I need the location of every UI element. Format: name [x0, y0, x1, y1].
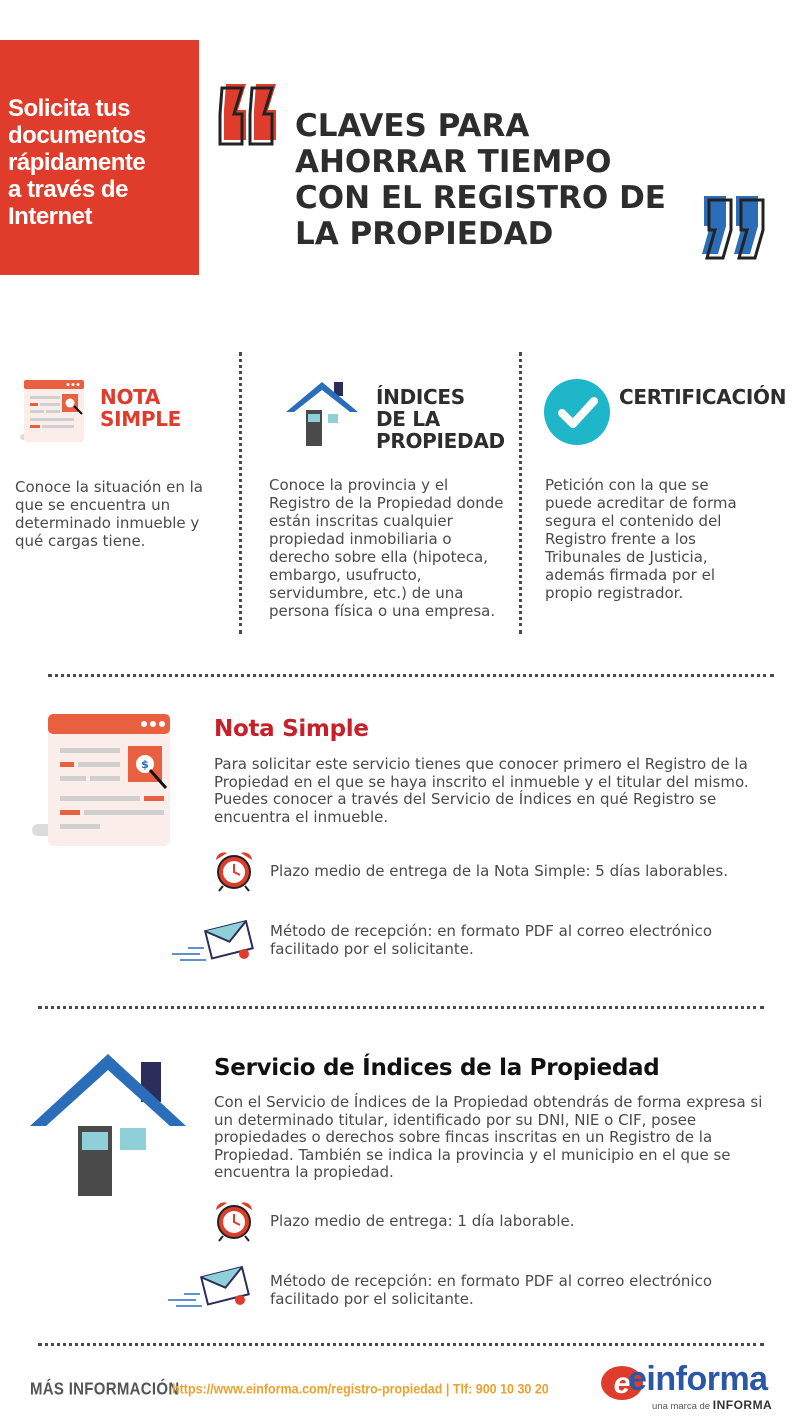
- main-title: CLAVES PARA AHORRAR TIEMPO CON EL REGISTRO DE LA PROPIEDAD: [295, 108, 666, 252]
- svg-text:e: e: [613, 1367, 631, 1400]
- column-indices-text: Conoce la provincia y el Registro de la Propiedad donde están inscritas cualquier propiedad inmobiliaria o derecho sobre ella (hipoteca, embargo, usufructo, servidumbre, etc.) de una persona física o una empresa.: [269, 476, 504, 620]
- quote-close-icon: [700, 192, 768, 262]
- footer-more-info-label: MÁS INFORMACIÓN: [30, 1379, 180, 1400]
- column-certificacion-title: CERTIFICACIÓN: [619, 385, 787, 409]
- quote-open-icon: [218, 78, 283, 150]
- indices-section-text: Con el Servicio de Índices de la Propiedad obtendrás de forma expresa si un determinado titular, identificado por su DNI, NIE o CIF, posee propiedades o derechos sobre fincas inscritas en un Registro de la Propiedad. También se indica la provincia y el municipio en el que se encuentra la propiedad.: [214, 1093, 763, 1181]
- logo-subtitle: [652, 1398, 772, 1412]
- indices-metodo-text: Método de recepción: en formato PDF al correo electrónico facilitado por el solicitante.: [270, 1272, 713, 1308]
- indices-section-title: Servicio de Índices de la Propiedad: [214, 1055, 660, 1081]
- house-icon: [28, 1050, 188, 1198]
- column-nota-title: NOTA SIMPLE: [100, 385, 182, 431]
- section-divider: [38, 1006, 764, 1009]
- nota-section-text: Para solicitar este servicio tienes que conocer primero el Registro de la Propiedad en el que se haya inscrito el inmueble y el titular del mismo. Puedes conocer a través del Servicio de Índices en qué Registro se encuentra el inmueble.: [214, 755, 749, 826]
- nota-plazo-text: Plazo medio de entrega de la Nota Simple: 5 días laborables.: [270, 862, 728, 880]
- section-divider: [48, 674, 774, 677]
- check-icon: [542, 377, 612, 447]
- house-icon: [284, 380, 360, 448]
- logo-sub-text: una marca de: [652, 1401, 711, 1412]
- column-divider: [239, 352, 242, 634]
- envelope-icon: [170, 918, 256, 964]
- footer-link[interactable]: https://www.einforma.com/registro-propiedad | Tlf: 900 10 30 20: [172, 1381, 549, 1397]
- column-nota-text: Conoce la situación en la que se encuentra un determinado inmueble y qué cargas tiene.: [15, 478, 203, 550]
- document-icon: [16, 378, 88, 444]
- logo-sub-brand: INFORMA: [712, 1398, 773, 1412]
- section-divider: [38, 1343, 764, 1346]
- column-divider: [519, 352, 522, 634]
- document-icon: [30, 712, 174, 848]
- nota-section-title: Nota Simple: [214, 716, 369, 742]
- alarm-clock-icon: [213, 1200, 255, 1242]
- column-indices-title: ÍNDICES DE LA PROPIEDAD: [376, 385, 505, 453]
- indices-plazo-text: Plazo medio de entrega: 1 día laborable.: [270, 1212, 575, 1230]
- nota-metodo-text: Método de recepción: en formato PDF al correo electrónico facilitado por el solicitante.: [270, 922, 713, 958]
- alarm-clock-icon: [213, 850, 255, 892]
- column-certificacion-text: Petición con la que se puede acreditar de forma segura el contenido del Registro frente a los Tribunales de Justicia, además firmada por el propio registrador.: [545, 476, 737, 602]
- svg-text:$: $: [141, 758, 149, 771]
- envelope-icon: [166, 1264, 252, 1310]
- logo-text: einforma: [628, 1360, 768, 1398]
- header-side-text: Solicita tus documentos rápidamente a través de Internet: [8, 95, 146, 230]
